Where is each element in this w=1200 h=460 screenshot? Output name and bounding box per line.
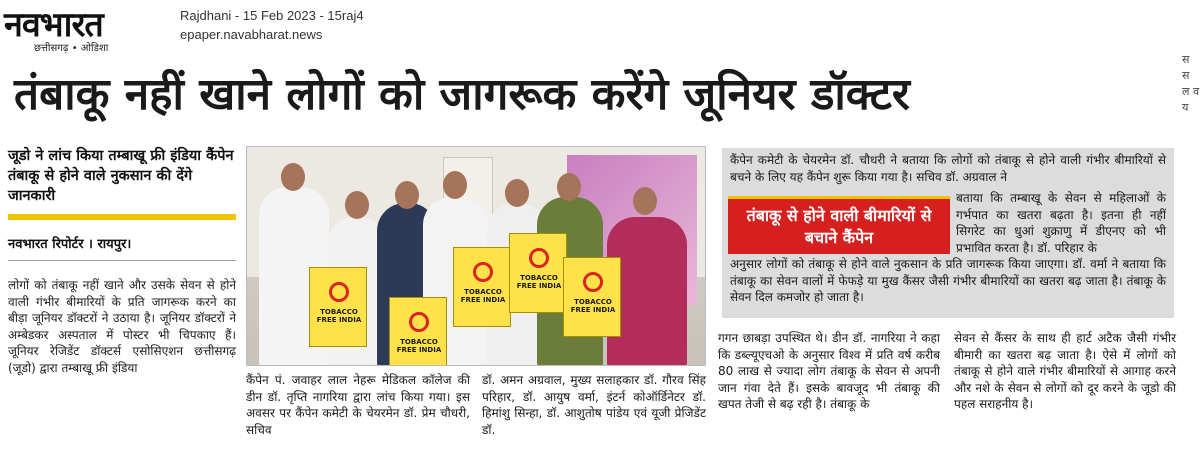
no-tobacco-icon bbox=[529, 248, 549, 268]
edition-line: Rajdhani - 15 Feb 2023 - 15raj4 bbox=[180, 8, 364, 23]
person-head-dean bbox=[633, 187, 657, 215]
story-body-col2: कैंपेन पं. जवाहर लाल नेहरू मेडिकल कॉलेज की डीन डॉ. तृप्ति नागरिया द्वारा लांच किया गया। इस अवसर पर कैंपेन कमेटी के चेयरमेन डॉ. प्रेम चौधरी, सचिव bbox=[246, 373, 470, 437]
box-paragraph-1: कैंपेन कमेटी के चेयरमेन डॉ. चौधरी ने बताया कि लोगों को तंबाकू से होने वाली गंभीर बीमारियों से बचने के लिए यह कैंपेन शुरू किया गया है। सचिव डॉ. अग्रवाल ने bbox=[730, 153, 1166, 184]
newspaper-logo bbox=[4, 4, 162, 54]
box-red-title: तंबाकू से होने वाली बीमारियों से बचाने कैंपेन bbox=[728, 196, 950, 254]
logo-region: छत्तीसगढ़ • ओडिशा bbox=[34, 43, 109, 54]
poster-text: TOBACCO FREE INDIA bbox=[570, 298, 616, 314]
person-head-5 bbox=[505, 179, 529, 207]
yellow-rule bbox=[8, 214, 236, 220]
campaign-poster bbox=[309, 267, 367, 347]
campaign-poster bbox=[563, 257, 621, 337]
story-subhead: जूडो ने लांच किया तम्बाखू फ्री इंडिया कैंपेन तंबाकू से होने वाले नुकसान की देंगे जानकारी bbox=[8, 148, 234, 204]
no-tobacco-icon bbox=[409, 312, 429, 332]
person-head-1 bbox=[281, 163, 305, 191]
no-tobacco-icon bbox=[583, 272, 603, 292]
person-head-2 bbox=[345, 191, 369, 219]
poster-text: TOBACCO FREE INDIA bbox=[316, 308, 362, 324]
campaign-poster bbox=[509, 233, 567, 313]
story-body-col3: डॉ. अमन अग्रवाल, मुख्य सलाहकार डॉ. गौरव सिंह परिहार, डॉ. आयुष वर्मा, इंटर्न कोऑर्डिनेटर डॉ. हिमांशु सिन्हा, डॉ. आशुतोष पांडेय एवं यूजी प्रेजिडेंट डॉ. bbox=[482, 373, 706, 437]
news-photo bbox=[246, 146, 706, 366]
person-head-3 bbox=[395, 181, 419, 209]
epaper-url[interactable]: epaper.navabharat.news bbox=[180, 27, 323, 42]
sidebar-story bbox=[8, 146, 236, 376]
story-body-col5: सेवन से कैंसर के साथ ही हार्ट अटैक जैसी गंभीर बीमारी का खतरा बढ़ जाता है। ऐसे में लोगों को तंबाकू से होने वाले गंभीर बीमारियों से आगाह करने और नशे के सेवन से लोगों को दूर करने के जूडो की पहल सराहनीय है। bbox=[954, 331, 1176, 411]
person-head-6 bbox=[557, 173, 581, 201]
highlight-box bbox=[722, 148, 1174, 318]
poster-text: TOBACCO FREE INDIA bbox=[396, 338, 442, 354]
no-tobacco-icon bbox=[329, 282, 349, 302]
campaign-poster bbox=[389, 297, 447, 366]
story-body-col4: गगन छाबड़ा उपस्थित थे। डीन डॉ. नागरिया ने कहा कि डब्ल्यूएचओ के अनुसार विश्व में प्रति वर्ष करीब 80 लाख से ज्यादा लोग तंबाकू के सेवन से अपनी जान गंवा देते हैं। इसके बावजूद भी तंबाकू की खपत तेजी से बढ़ रही है। तंबाकू के bbox=[718, 331, 940, 411]
page-headline: तंबाकू नहीं खाने लोगों को जागरूक करेंगे जूनियर डॉक्टर bbox=[14, 69, 910, 120]
no-tobacco-icon bbox=[473, 262, 493, 282]
adjacent-column-fragment: स स ल व य bbox=[1182, 53, 1200, 114]
box-paragraph-3: अनुसार लोगों को तंबाकू से होने वाले नुकसान के प्रति जागरूक किया जाएगा। डॉ. वर्मा ने बताया कि तंबाकू का सेवन वालों में फेफड़े या मुख कैंसर जैसी गंभीर बीमारियों का खतरा बढ़ जाता है। तंबाकू के सेवन दिल कमजोर हो जाता है। bbox=[730, 257, 1166, 304]
masthead bbox=[0, 0, 1200, 58]
campaign-poster bbox=[453, 247, 511, 327]
logo-title: नवभारत bbox=[4, 5, 103, 45]
poster-text: TOBACCO FREE INDIA bbox=[516, 274, 562, 290]
person-head-4 bbox=[443, 171, 467, 199]
divider bbox=[8, 260, 236, 261]
poster-text: TOBACCO FREE INDIA bbox=[460, 288, 506, 304]
box-paragraph-2: बताया कि तम्बाखू के सेवन से महिलाओं के गर्भपात का खतरा बढ़ता है। इतना ही नहीं सिगरेट का धुआं शुक्राणु में डीएनए को भी प्रभावित करता है। डॉ. परिहार के bbox=[956, 191, 1166, 255]
byline: नवभारत रिपोर्टर । रायपुर। bbox=[8, 237, 132, 252]
story-body-col1: लोगों को तंबाकू नहीं खाने और उसके सेवन से होने वाली गंभीर बीमारियों के प्रति जागरूक करने का बीड़ा जूनियर डॉक्टरों ने उठाया है। जूनियर डॉक्टरों ने अम्बेडकर अस्पताल में पोस्टर भी चिपकाए हैं। जूनियर रेजिडेंट डॉक्टर्स एसोसिएशन छत्तीसगढ़ (जूडो) द्वारा तम्बाखू फ्री इंडिया bbox=[8, 278, 236, 375]
